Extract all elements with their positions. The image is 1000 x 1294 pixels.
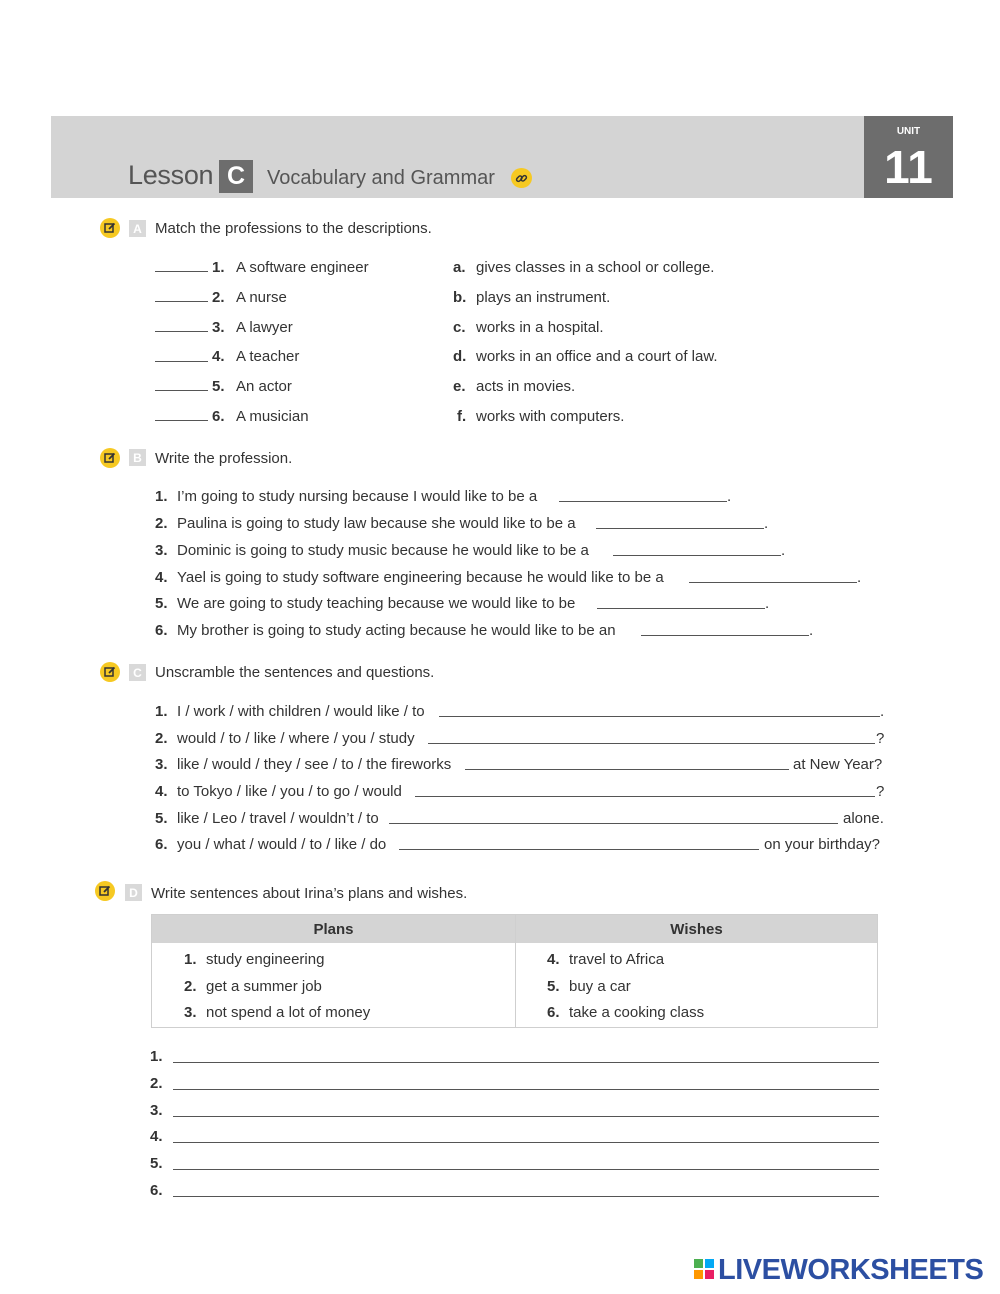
section-d-title: Write sentences about Irina’s plans and wishes. <box>151 885 468 902</box>
item-number: 2. <box>155 515 168 532</box>
scrambled-text: you / what / would / to / like / do <box>177 836 387 853</box>
end-punct: at New Year? <box>793 756 883 773</box>
description-letter: e. <box>453 378 466 395</box>
item-number: 1. <box>155 703 168 720</box>
end-punct: . <box>765 595 770 612</box>
answer-line[interactable] <box>173 1142 879 1143</box>
item-number: 3. <box>212 319 225 336</box>
wish-text: take a cooking class <box>569 1004 705 1021</box>
item-number: 1. <box>155 488 168 505</box>
description-text: works with computers. <box>476 408 625 425</box>
item-number: 6. <box>155 836 168 853</box>
edit-icon <box>100 448 120 468</box>
answer-blank[interactable] <box>389 823 838 824</box>
prompt-text: Dominic is going to study music because he would like to be a <box>177 542 589 559</box>
description-letter: d. <box>453 348 467 365</box>
description-text: plays an instrument. <box>476 289 611 306</box>
end-punct: . <box>880 703 885 720</box>
match-blank[interactable] <box>155 420 208 421</box>
match-blank[interactable] <box>155 301 208 302</box>
item-number: 4. <box>155 569 168 586</box>
wish-text: buy a car <box>569 978 631 995</box>
section-b-letter: B <box>129 449 146 466</box>
description-text: acts in movies. <box>476 378 576 395</box>
item-number: 2. <box>212 289 225 306</box>
answer-blank[interactable] <box>465 769 789 770</box>
end-punct: ? <box>876 783 885 800</box>
profession-text: An actor <box>236 378 292 395</box>
answer-blank[interactable] <box>399 849 759 850</box>
item-number: 1. <box>184 951 197 968</box>
item-number: 5. <box>155 595 168 612</box>
link-icon[interactable] <box>511 168 532 188</box>
scrambled-text: I / work / with children / would like / to <box>177 703 425 720</box>
answer-line[interactable] <box>173 1062 879 1063</box>
answer-blank[interactable] <box>641 635 809 636</box>
answer-blank[interactable] <box>689 582 857 583</box>
item-number: 4. <box>155 783 168 800</box>
prompt-text: Yael is going to study software engineering because he would like to be a <box>177 569 664 586</box>
chain-link-icon <box>515 172 528 185</box>
unit-label: UNIT <box>896 126 921 137</box>
profession-text: A software engineer <box>236 259 369 276</box>
prompt-text: My brother is going to study acting because he would like to be an <box>177 622 616 639</box>
prompt-text: I’m going to study nursing because I would like to be a <box>177 488 538 505</box>
profession-text: A teacher <box>236 348 300 365</box>
plans-wishes-table <box>151 914 878 1028</box>
scrambled-text: like / would / they / see / to / the fireworks <box>177 756 452 773</box>
lesson-word: Lesson <box>128 160 214 190</box>
item-number: 5. <box>547 978 560 995</box>
answer-line[interactable] <box>173 1116 879 1117</box>
answer-line[interactable] <box>173 1169 879 1170</box>
description-letter: b. <box>453 289 467 306</box>
prompt-text: Paulina is going to study law because she would like to be a <box>177 515 576 532</box>
end-punct: . <box>764 515 769 532</box>
item-number: 3. <box>184 1004 197 1021</box>
description-letter: f. <box>457 408 467 425</box>
section-d-letter: D <box>125 884 142 901</box>
item-number: 5. <box>155 810 168 827</box>
plan-text: not spend a lot of money <box>206 1004 371 1021</box>
section-a-letter: A <box>129 220 146 237</box>
match-blank[interactable] <box>155 390 208 391</box>
answer-blank[interactable] <box>596 528 764 529</box>
item-number: 4. <box>547 951 560 968</box>
match-blank[interactable] <box>155 271 208 272</box>
profession-text: A musician <box>236 408 309 425</box>
answer-blank[interactable] <box>597 608 765 609</box>
match-blank[interactable] <box>155 331 208 332</box>
item-number: 2. <box>155 730 168 747</box>
answer-number: 2. <box>150 1075 163 1092</box>
description-text: gives classes in a school or college. <box>476 259 715 276</box>
edit-icon <box>100 218 120 238</box>
unit-number: 11 <box>884 141 933 193</box>
plans-header: Plans <box>152 915 515 943</box>
end-punct: on your birthday? <box>764 836 880 853</box>
unit-badge <box>864 116 953 198</box>
item-number: 3. <box>155 542 168 559</box>
answer-number: 5. <box>150 1155 163 1172</box>
item-number: 5. <box>212 378 225 395</box>
end-punct: . <box>781 542 786 559</box>
scrambled-text: to Tokyo / like / you / to go / would <box>177 783 402 800</box>
profession-text: A lawyer <box>236 319 293 336</box>
liveworksheets-logo: LIVEWORKSHEETS <box>718 1254 984 1286</box>
answer-line[interactable] <box>173 1089 879 1090</box>
section-c-title: Unscramble the sentences and questions. <box>155 664 435 681</box>
answer-number: 1. <box>150 1048 163 1065</box>
section-b-title: Write the profession. <box>155 450 293 467</box>
answer-blank[interactable] <box>613 555 781 556</box>
description-letter: a. <box>453 259 466 276</box>
answer-number: 6. <box>150 1182 163 1199</box>
profession-text: A nurse <box>236 289 287 306</box>
item-number: 6. <box>547 1004 560 1021</box>
lesson-letter-box: C <box>219 160 253 193</box>
answer-blank[interactable] <box>428 743 875 744</box>
item-number: 4. <box>212 348 225 365</box>
end-punct: . <box>727 488 732 505</box>
section-a-title: Match the professions to the descriptions. <box>155 220 432 237</box>
item-number: 6. <box>155 622 168 639</box>
answer-number: 3. <box>150 1102 163 1119</box>
wish-text: travel to Africa <box>569 951 665 968</box>
end-punct: . <box>857 569 862 586</box>
scrambled-text: like / Leo / travel / wouldn’t / to <box>177 810 379 827</box>
answer-blank[interactable] <box>415 796 875 797</box>
plan-text: get a summer job <box>206 978 322 995</box>
description-text: works in an office and a court of law. <box>476 348 718 365</box>
plan-text: study engineering <box>206 951 325 968</box>
item-number: 3. <box>155 756 168 773</box>
wishes-header: Wishes <box>516 915 877 943</box>
section-c-letter: C <box>129 664 146 681</box>
end-punct: alone. <box>843 810 884 827</box>
description-letter: c. <box>453 319 466 336</box>
answer-number: 4. <box>150 1128 163 1145</box>
end-punct: . <box>809 622 814 639</box>
item-number: 1. <box>212 259 225 276</box>
answer-blank[interactable] <box>559 501 727 502</box>
page-title: Vocabulary and Grammar <box>267 167 495 189</box>
item-number: 6. <box>212 408 225 425</box>
prompt-text: We are going to study teaching because we would like to be <box>177 595 576 612</box>
edit-icon <box>95 881 115 901</box>
item-number: 2. <box>184 978 197 995</box>
answer-blank[interactable] <box>439 716 880 717</box>
scrambled-text: would / to / like / where / you / study <box>177 730 415 747</box>
answer-line[interactable] <box>173 1196 879 1197</box>
match-blank[interactable] <box>155 361 208 362</box>
liveworksheets-logo-icon <box>694 1259 714 1279</box>
column-divider <box>515 915 516 1027</box>
end-punct: ? <box>876 730 885 747</box>
edit-icon <box>100 662 120 682</box>
description-text: works in a hospital. <box>476 319 604 336</box>
